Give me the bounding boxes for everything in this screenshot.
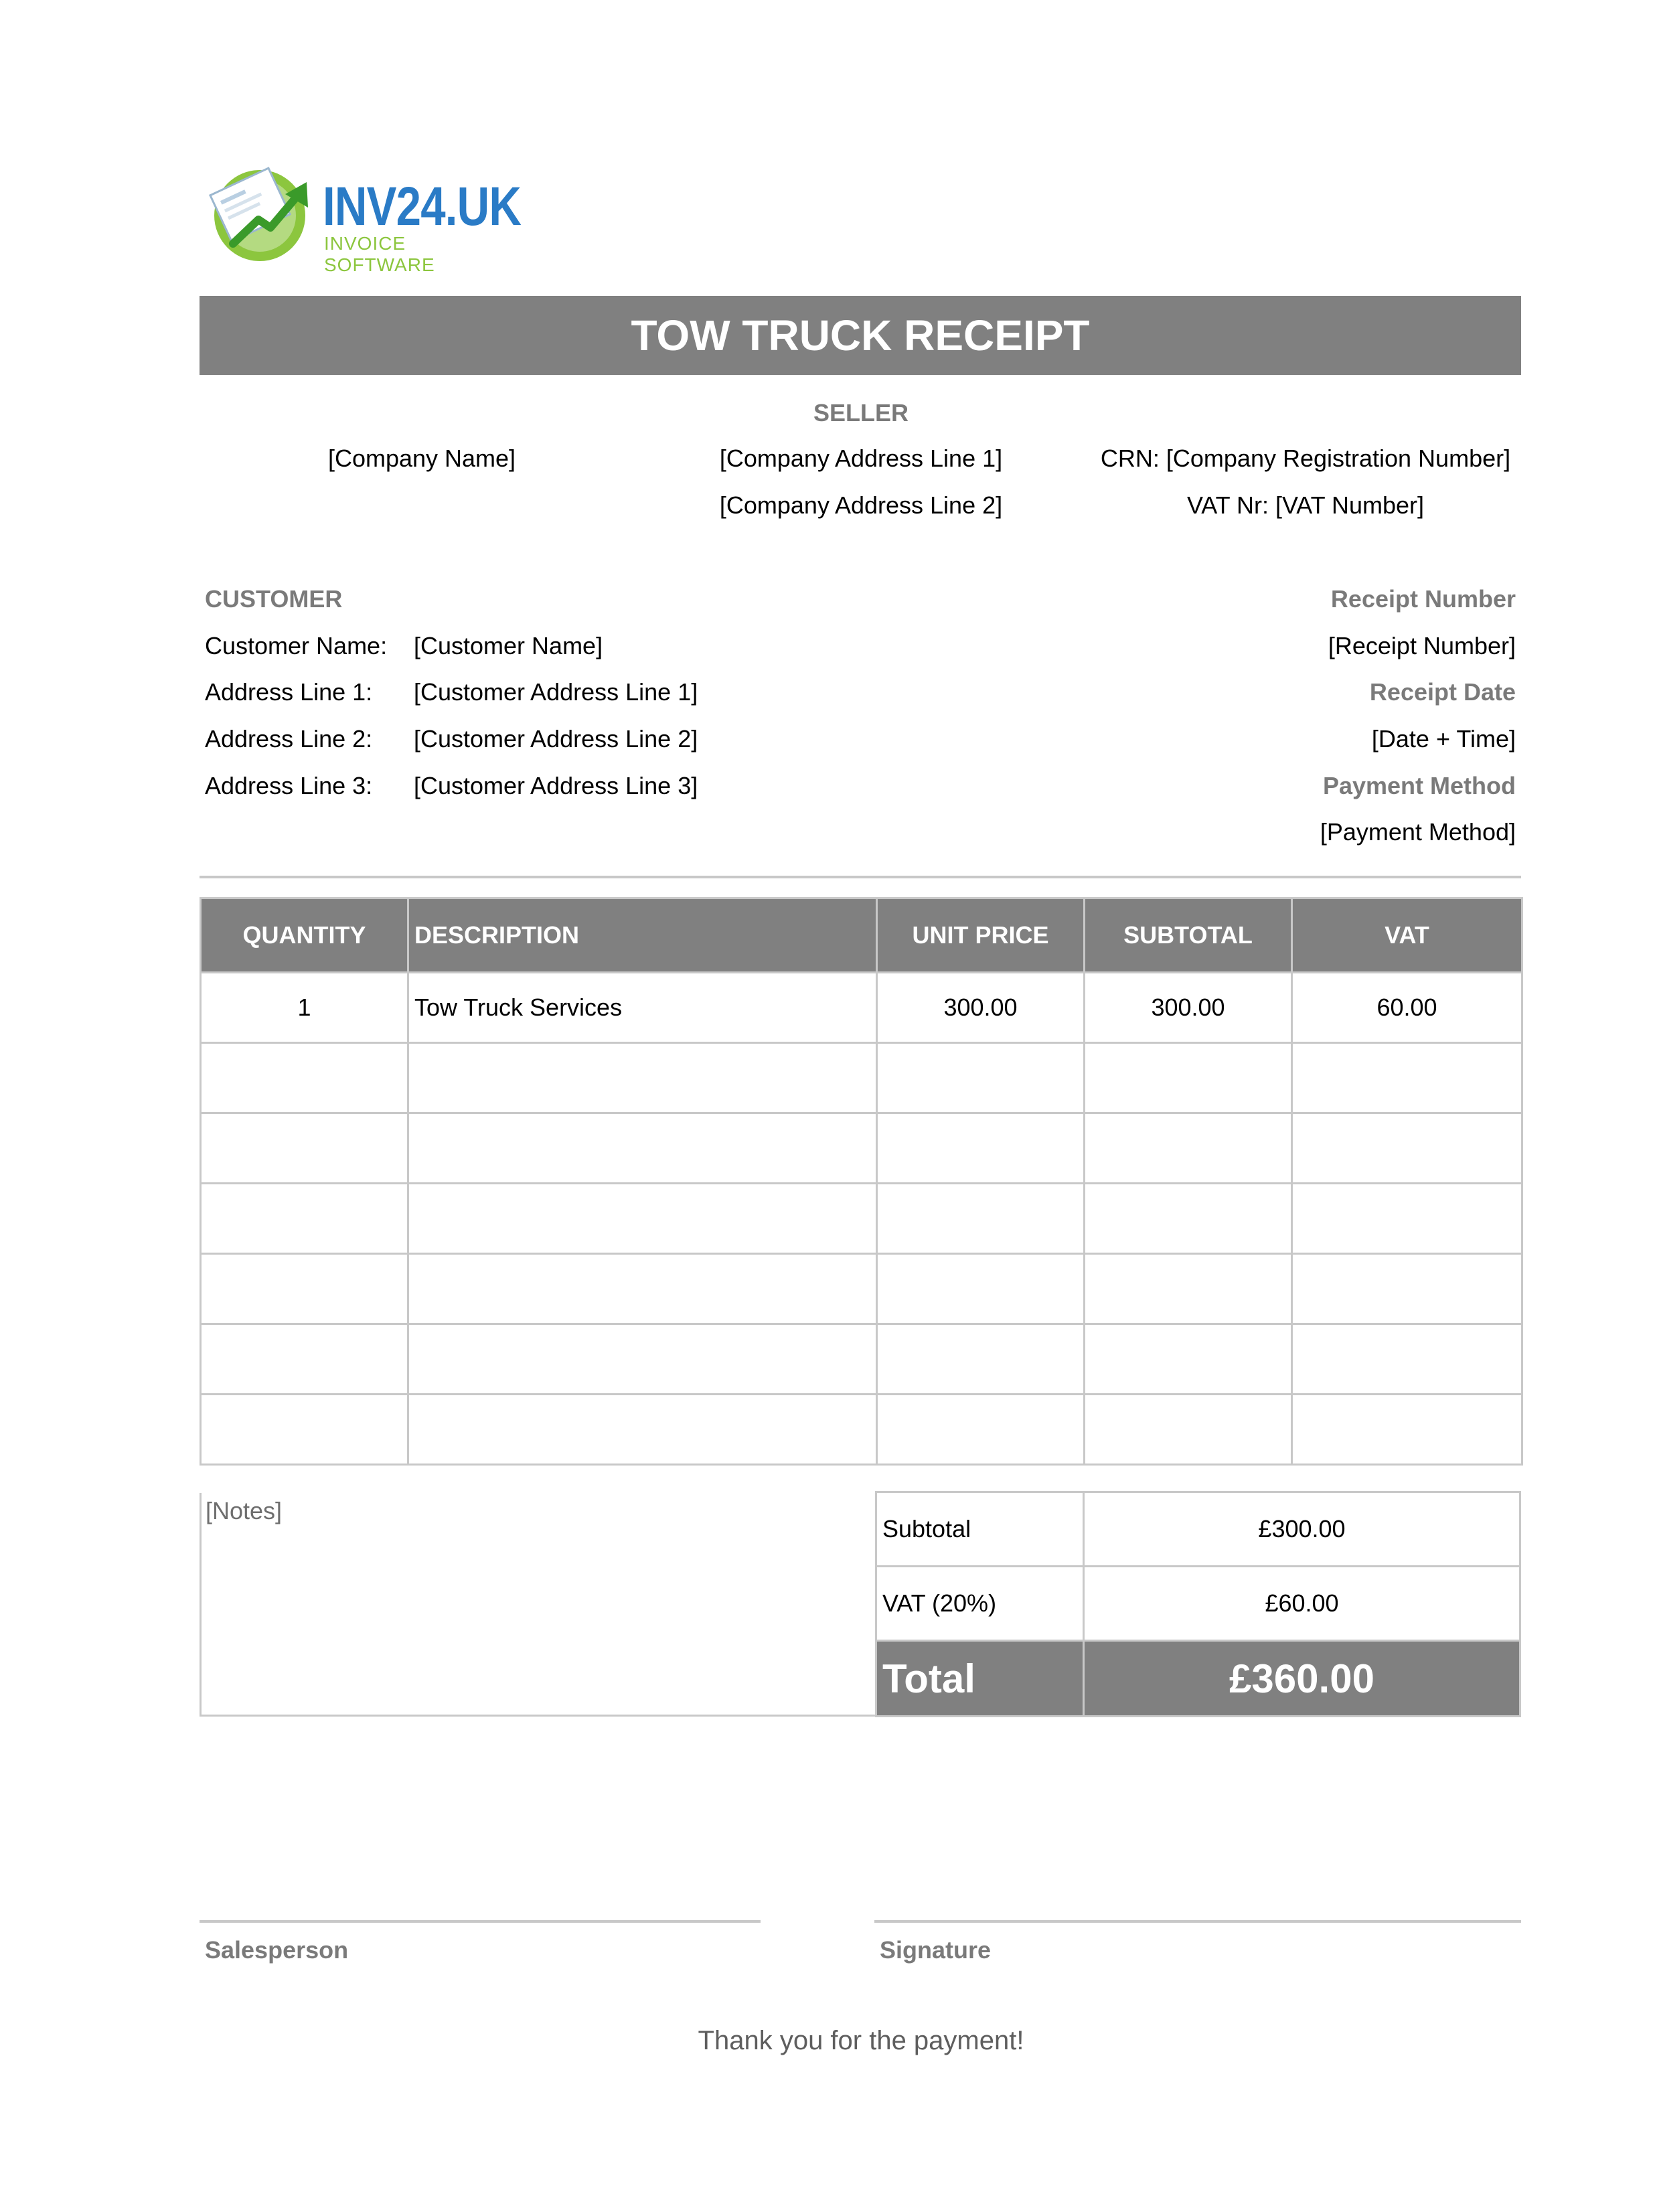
receipt-date-label: Receipt Date xyxy=(1369,678,1516,706)
vat-label-cell xyxy=(875,1565,1085,1642)
notes-box xyxy=(200,1493,877,1717)
item-quantity xyxy=(201,1254,408,1324)
item-subtotal xyxy=(1085,1043,1292,1113)
logo-name: INV24.UK xyxy=(323,176,522,237)
receipt-title: TOW TRUCK RECEIPT xyxy=(631,311,1090,360)
item-vat xyxy=(1292,1324,1522,1395)
subtotal-value: £300.00 xyxy=(1258,1515,1346,1543)
company-logo xyxy=(206,158,522,275)
customer-address-3-value: [Customer Address Line 3] xyxy=(414,772,698,799)
header-quantity: QUANTITY xyxy=(201,898,408,973)
seller-address-line-1: [Company Address Line 1] xyxy=(719,445,1003,472)
receipt-number-value: [Receipt Number] xyxy=(1328,632,1516,659)
item-unit-price xyxy=(877,1184,1085,1254)
item-description xyxy=(408,1324,877,1395)
receipt-date-value: [Date + Time] xyxy=(1371,725,1516,753)
customer-name-label: Customer Name: xyxy=(205,632,388,659)
table-row xyxy=(201,1043,1522,1113)
item-subtotal xyxy=(1085,1254,1292,1324)
item-subtotal xyxy=(1085,1184,1292,1254)
total-value-cell xyxy=(1083,1640,1521,1717)
header-unit-price: UNIT PRICE xyxy=(877,898,1085,973)
receipt-title-bar xyxy=(200,296,1521,375)
item-quantity xyxy=(201,1043,408,1113)
item-subtotal xyxy=(1085,1324,1292,1395)
header-subtotal: SUBTOTAL xyxy=(1085,898,1292,973)
table-row xyxy=(201,1324,1522,1395)
item-quantity xyxy=(201,1324,408,1395)
item-unit-price xyxy=(877,1395,1085,1465)
customer-label: CUSTOMER xyxy=(205,585,343,613)
customer-address-2-value: [Customer Address Line 2] xyxy=(414,725,698,753)
item-description xyxy=(408,1043,877,1113)
total-label-cell xyxy=(875,1640,1085,1717)
table-row xyxy=(201,973,1522,1043)
item-unit-price: 300.00 xyxy=(877,973,1085,1043)
item-quantity: 1 xyxy=(201,973,408,1043)
item-subtotal: 300.00 xyxy=(1085,973,1292,1043)
logo-icon xyxy=(206,158,320,265)
customer-address-1-label: Address Line 1: xyxy=(205,678,373,706)
item-vat: 60.00 xyxy=(1292,973,1522,1043)
item-quantity xyxy=(201,1395,408,1465)
table-row xyxy=(201,1254,1522,1324)
item-unit-price xyxy=(877,1324,1085,1395)
item-description xyxy=(408,1184,877,1254)
items-header-row xyxy=(201,898,1522,973)
item-vat xyxy=(1292,1184,1522,1254)
item-description: Tow Truck Services xyxy=(408,973,877,1043)
customer-address-3-label: Address Line 3: xyxy=(205,772,373,799)
signature-label: Signature xyxy=(880,1936,992,1964)
items-table xyxy=(200,897,1523,1466)
table-row xyxy=(201,1113,1522,1184)
salesperson-label: Salesperson xyxy=(205,1936,349,1964)
item-subtotal xyxy=(1085,1395,1292,1465)
item-vat xyxy=(1292,1254,1522,1324)
item-description xyxy=(408,1395,877,1465)
subtotal-value-cell xyxy=(1083,1491,1521,1567)
logo-tagline: INVOICE SOFTWARE xyxy=(324,233,435,275)
item-description xyxy=(408,1113,877,1184)
vat-total-label: VAT (20%) xyxy=(882,1589,997,1617)
payment-method-value: [Payment Method] xyxy=(1320,818,1516,846)
item-unit-price xyxy=(877,1254,1085,1324)
customer-address-2-label: Address Line 2: xyxy=(205,725,373,753)
item-vat xyxy=(1292,1043,1522,1113)
vat-total-value: £60.00 xyxy=(1265,1589,1339,1617)
customer-address-1-value: [Customer Address Line 1] xyxy=(414,678,698,706)
vat-value-cell xyxy=(1083,1565,1521,1642)
subtotal-label: Subtotal xyxy=(882,1515,971,1543)
thank-you-message: Thank you for the payment! xyxy=(698,2026,1024,2055)
section-divider xyxy=(200,876,1521,878)
seller-crn: CRN: [Company Registration Number] xyxy=(1100,445,1511,472)
notes-text: [Notes] xyxy=(206,1497,283,1524)
payment-method-label: Payment Method xyxy=(1322,772,1516,799)
seller-label: SELLER xyxy=(813,399,909,426)
subtotal-label-cell xyxy=(875,1491,1085,1567)
item-description xyxy=(408,1254,877,1324)
seller-address-line-2: [Company Address Line 2] xyxy=(719,491,1003,519)
item-vat xyxy=(1292,1113,1522,1184)
item-unit-price xyxy=(877,1043,1085,1113)
header-vat: VAT xyxy=(1292,898,1522,973)
total-value: £360.00 xyxy=(1229,1656,1374,1701)
item-vat xyxy=(1292,1395,1522,1465)
table-row xyxy=(201,1184,1522,1254)
item-subtotal xyxy=(1085,1113,1292,1184)
item-quantity xyxy=(201,1184,408,1254)
customer-name-value: [Customer Name] xyxy=(414,632,603,659)
header-description: DESCRIPTION xyxy=(408,898,877,973)
receipt-number-label: Receipt Number xyxy=(1330,585,1516,613)
total-label: Total xyxy=(882,1656,975,1701)
seller-vat-number: VAT Nr: [VAT Number] xyxy=(1186,491,1425,519)
salesperson-line xyxy=(200,1920,761,1923)
table-row xyxy=(201,1395,1522,1465)
seller-company-name: [Company Name] xyxy=(327,445,516,472)
item-quantity xyxy=(201,1113,408,1184)
signature-line xyxy=(874,1920,1521,1923)
item-unit-price xyxy=(877,1113,1085,1184)
